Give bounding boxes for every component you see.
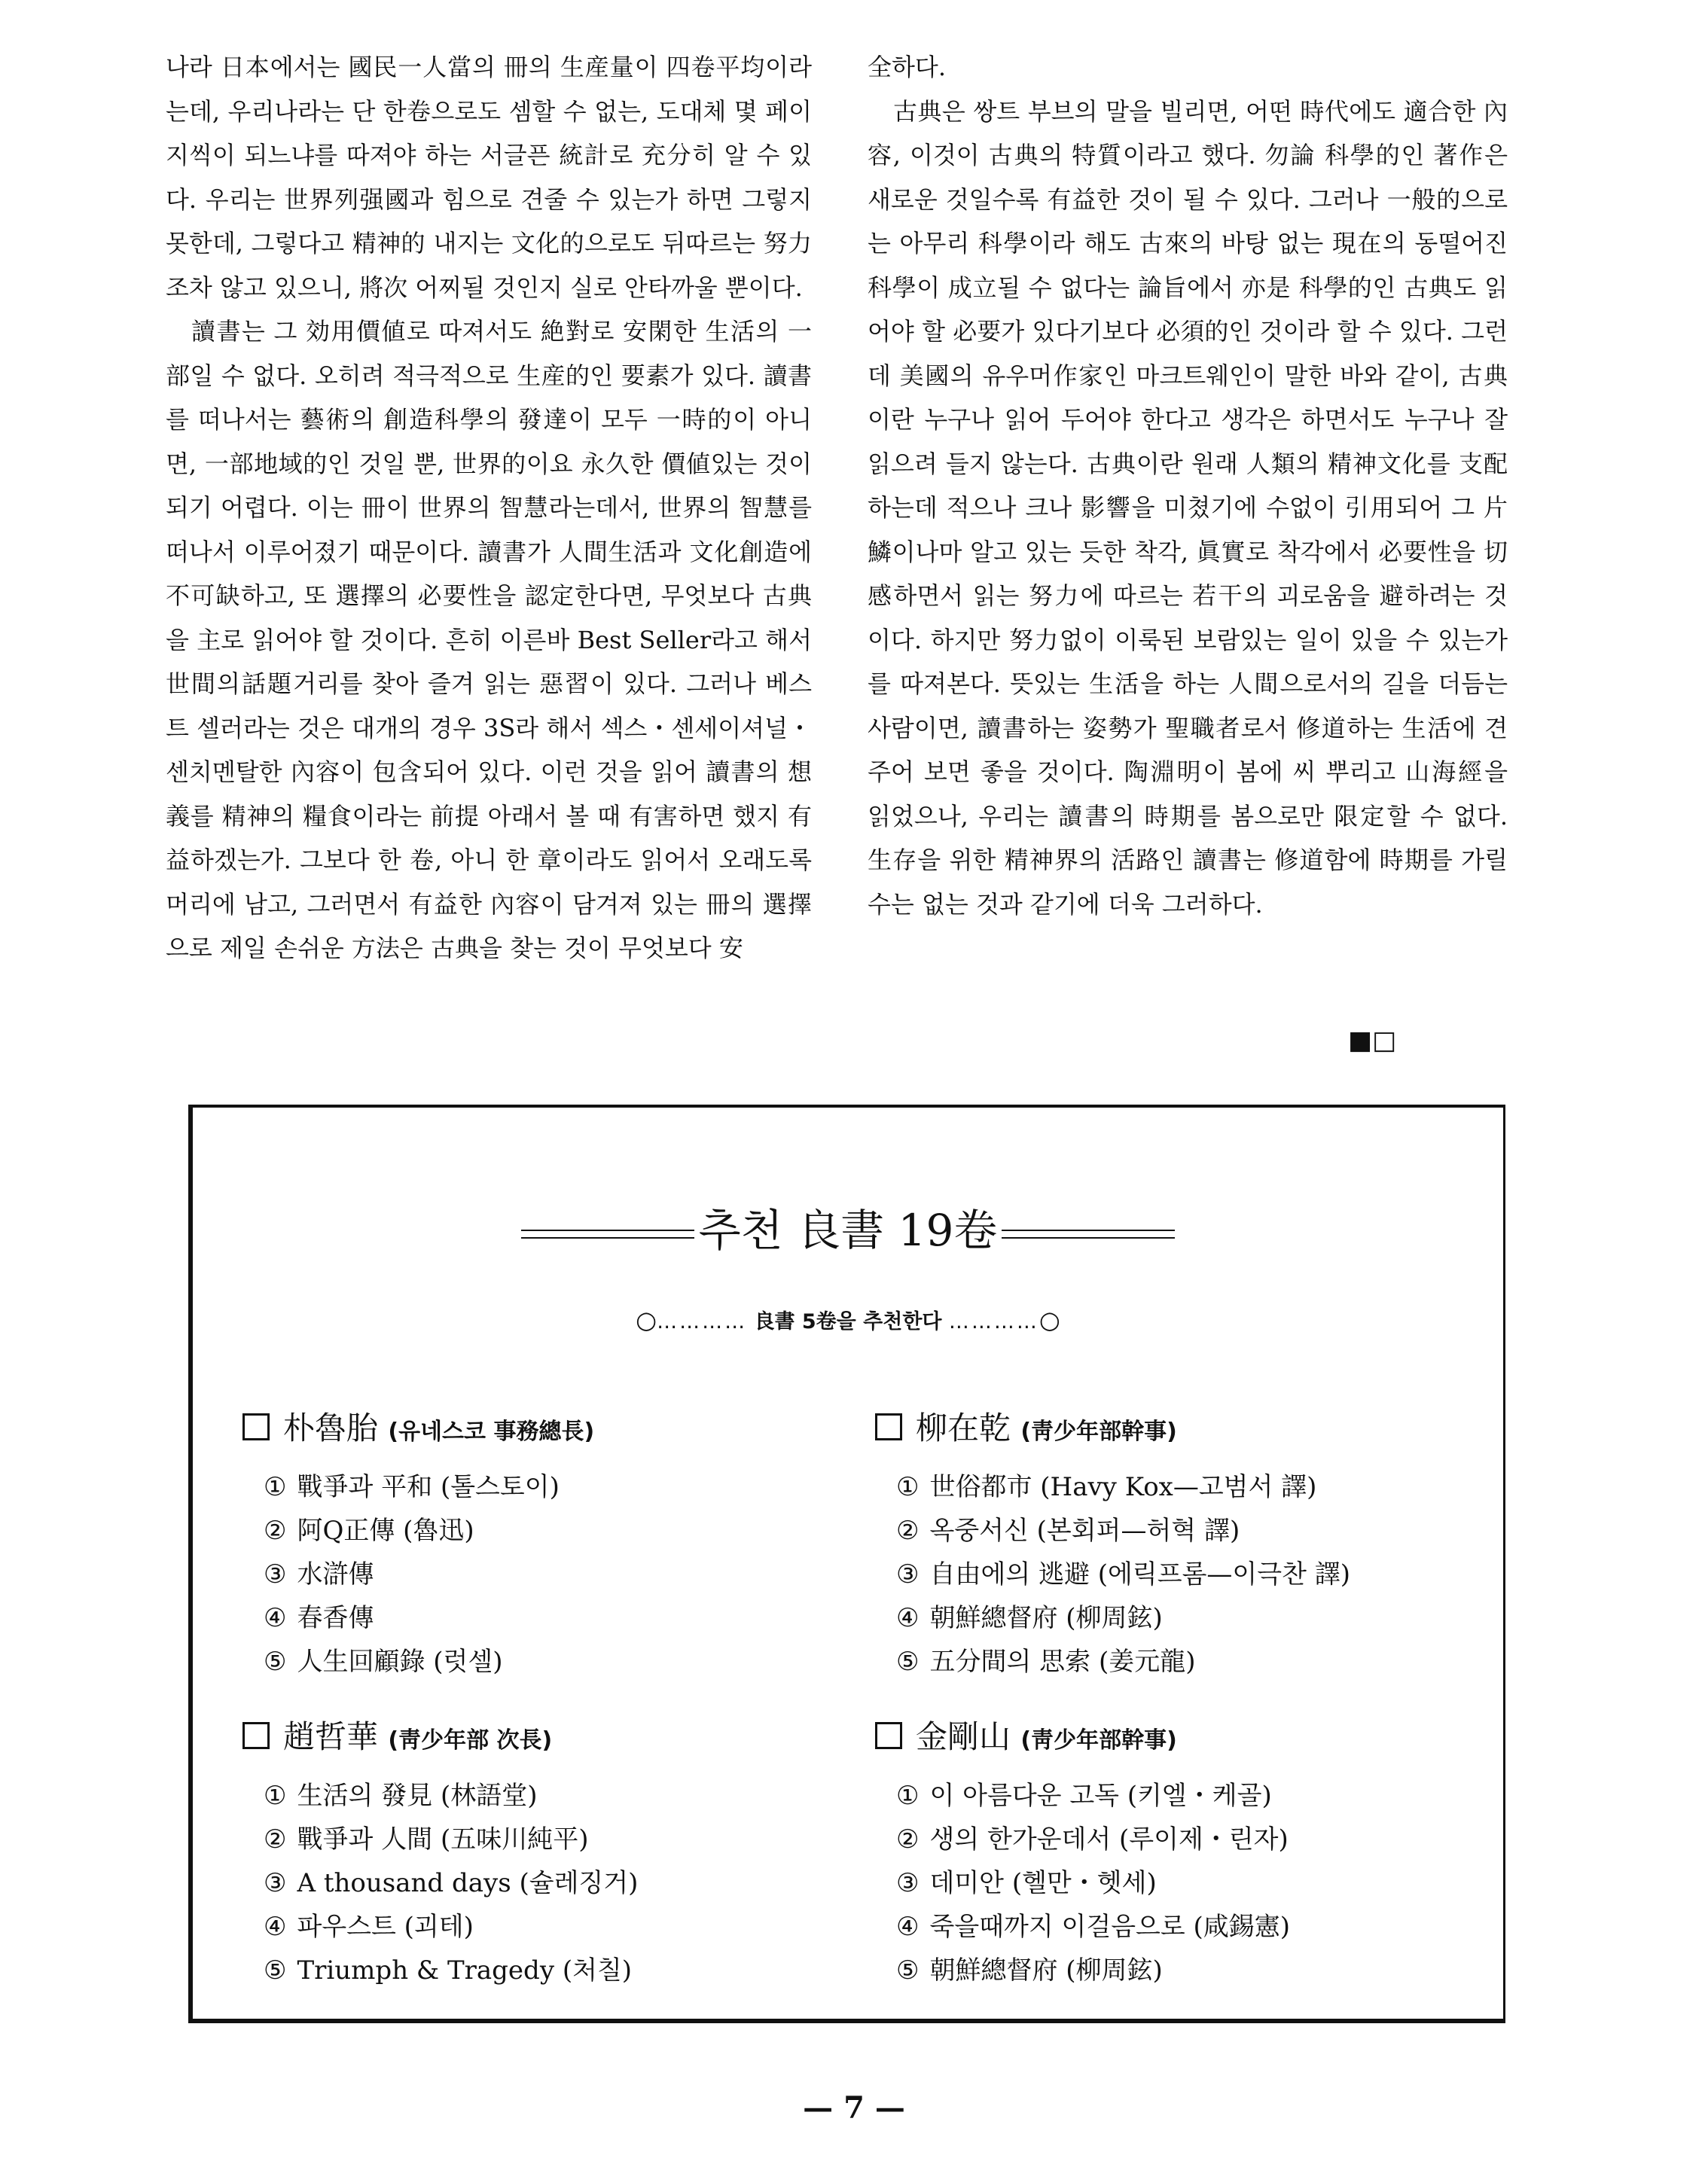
article-paragraph: 讀書는 그 効用價値로 따져서도 絶對로 安閑한 生活의 一部일 수 없다. 오히려 적극적으로 生産的인 要素가 있다. 讀書를 떠나서는 藝術의 創造科學의 發達이 모두 一時的이 아니면, 一部地域的인 것일 뿐, 世界的이요 永久한 價値있는 것이 되기 어렵다. 이는 冊이 世界의 智慧라는데서, 世界의 智慧를 떠나서 이루어졌기 때문이다. 讀書가 人間生活과 文化創造에 不可缺하고, 또 選擇의 必要性을 認定한다면, 무엇보다 古典을 主로 읽어야 할 것이다. 흔히 이른바 Best Seller라고 해서 世間의話題거리를 찾아 즐겨 읽는 惡習이 있다. 그러나 베스트 셀러라는 것은 대개의 경우 3S라 해서 섹스・센세이셔널・센치멘탈한 內容이 包含되어 있다. 이런 것을 읽어 讀書의 想義를 精神의 糧食이라는 前提 아래서 볼 때 有害하면 했지 有益하겠는가. 그보다 한 卷, 아니 한 章이라도 읽어서 오래도록 머리에 남고, 그러면서 有益한 內容이 담겨져 있는 冊의 選擇으로 제일 손쉬운 方法은 古典을 찾는 것이 무엇보다 安 [166, 317, 812, 962]
book-title: 自由에의 逃避 (에릭프롬—이극찬 譯) [929, 1559, 1351, 1590]
book-title: 戰爭과 人間 (五味川純平) [297, 1824, 589, 1855]
item-number: ③ [264, 1559, 287, 1590]
list-item [896, 1774, 1290, 1818]
item-number: ③ [896, 1559, 920, 1590]
circle-mark-right: ○ [1039, 1306, 1060, 1334]
circle-mark-left: ○ [636, 1306, 657, 1334]
title-rule-right [1002, 1230, 1175, 1239]
recommender-group [242, 1407, 594, 1684]
item-number: ② [896, 1824, 920, 1855]
book-title: 阿Q正傳 (魯迅) [297, 1516, 474, 1546]
list-item [896, 1553, 1350, 1596]
list-item [264, 1596, 594, 1640]
recommender-role: (靑少年部幹事) [1020, 1727, 1177, 1754]
list-item [896, 1818, 1290, 1861]
item-number: ① [264, 1781, 287, 1811]
list-item [896, 1861, 1290, 1905]
list-item [896, 1465, 1350, 1509]
recommender-role: (靑少年部 次長) [388, 1727, 553, 1754]
recommender-name: 柳在乾 [916, 1410, 1011, 1446]
list-item [264, 1465, 594, 1509]
list-item [896, 1509, 1350, 1553]
list-item [896, 1596, 1350, 1640]
book-title: 水滸傳 [297, 1559, 374, 1590]
item-number: ① [896, 1472, 920, 1502]
book-title: Triumph & Tragedy (처칠) [297, 1955, 633, 1986]
book-title: 생의 한가운데서 (루이제・린자) [929, 1824, 1289, 1855]
item-number: ② [264, 1516, 287, 1546]
book-title: 五分間의 思索 (姜元龍) [929, 1647, 1196, 1677]
list-item [896, 1640, 1350, 1684]
book-title: 朝鮮總督府 (柳周鉉) [929, 1955, 1163, 1986]
recommendation-box [188, 1105, 1505, 2023]
book-title: 戰爭과 平和 (톨스토이) [297, 1472, 560, 1502]
list-item [896, 1905, 1290, 1949]
recommendation-title: 추천 良書 19卷 [698, 1205, 998, 1256]
list-item [264, 1553, 594, 1596]
list-item [264, 1509, 594, 1553]
dot-leader-right: ………… [948, 1310, 1039, 1334]
item-number: ③ [896, 1868, 920, 1898]
book-list [875, 1774, 1290, 1992]
list-item [264, 1861, 638, 1905]
book-title: 이 아름다운 고독 (키엘・케골) [929, 1781, 1272, 1811]
recommender-heading [242, 1407, 594, 1453]
recommender-heading [242, 1716, 638, 1762]
item-number: ④ [896, 1603, 920, 1633]
list-item [264, 1949, 638, 1992]
article-paragraph: 나라 日本에서는 國民一人當의 冊의 生産量이 四卷平均이라는데, 우리나라는 단 한卷으로도 셈할 수 없는, 도대체 몇 페이지씩이 되느냐를 따져야 하는 서글픈 統計로 充分히 알 수 있다. 우리는 世界列强國과 힘으로 견줄 수 있는가 하면 그렇지 못한데, 그렇다고 精神的 내지는 文化的으로도 뒤따르는 努力조차 않고 있으니, 將次 어찌될 것인지 실로 안타까울 뿐이다. [166, 53, 812, 302]
dot-leader-left: ………… [657, 1310, 748, 1334]
page-number: — 7 — [803, 2090, 905, 2126]
list-item [896, 1949, 1290, 1992]
book-title: 春香傳 [297, 1603, 374, 1633]
item-number: ① [264, 1472, 287, 1502]
list-item [264, 1905, 638, 1949]
recommender-role: (靑少年部幹事) [1020, 1419, 1177, 1445]
item-number: ⑤ [896, 1955, 920, 1986]
recommender-group [242, 1716, 638, 1992]
book-title: 世俗都市 (Havy Kox—고범서 譯) [929, 1472, 1317, 1502]
book-title: A thousand days (슐레징거) [297, 1868, 639, 1898]
book-list [242, 1465, 594, 1684]
article-right-column [868, 45, 1508, 926]
book-title: 生活의 發見 (林語堂) [297, 1781, 538, 1811]
item-number: ③ [264, 1868, 287, 1898]
article-paragraph: 全하다. [868, 53, 946, 81]
book-title: 파우스트 (괴테) [297, 1912, 474, 1942]
item-number: ④ [896, 1912, 920, 1942]
item-number: ② [896, 1516, 920, 1546]
subtitle-text: 良書 5卷을 추천한다 [754, 1310, 942, 1334]
book-title: 죽을때까지 이걸음으로 (咸錫憲) [929, 1912, 1291, 1942]
recommender-heading [875, 1716, 1290, 1762]
list-item [264, 1818, 638, 1861]
recommender-group [875, 1407, 1350, 1684]
item-number: ④ [264, 1912, 287, 1942]
list-item [264, 1640, 594, 1684]
item-number: ② [264, 1824, 287, 1855]
item-number: ④ [264, 1603, 287, 1633]
book-list [242, 1774, 638, 1992]
checkbox-icon [875, 1413, 902, 1440]
recommender-heading [875, 1407, 1350, 1453]
recommender-role: (유네스코 事務總長) [388, 1419, 595, 1445]
item-number: ⑤ [264, 1647, 287, 1677]
recommendation-subtitle [193, 1305, 1503, 1334]
checkbox-icon [875, 1722, 902, 1749]
item-number: ⑤ [896, 1647, 920, 1677]
book-title: 옥중서신 (본회퍼—허혁 譯) [929, 1516, 1240, 1546]
book-list [875, 1465, 1350, 1684]
title-rule-left [521, 1230, 694, 1239]
recommender-name: 朴魯胎 [283, 1410, 379, 1446]
article-left-column [166, 45, 812, 971]
recommender-name: 趙哲華 [283, 1718, 379, 1755]
recommendation-title-row [193, 1204, 1503, 1257]
item-number: ⑤ [264, 1955, 287, 1986]
recommender-name: 金剛山 [916, 1718, 1011, 1755]
book-title: 朝鮮總督府 (柳周鉉) [929, 1603, 1163, 1633]
book-title: 데미안 (헬만・헷세) [929, 1868, 1157, 1898]
list-item [264, 1774, 638, 1818]
article-end-mark: ■□ [1348, 1026, 1397, 1056]
item-number: ① [896, 1781, 920, 1811]
checkbox-icon [242, 1722, 270, 1749]
article-paragraph: 古典은 쌍트 부브의 말을 빌리면, 어떤 時代에도 適合한 內容, 이것이 古典의 特質이라고 했다. 勿論 科學的인 著作은 새로운 것일수록 有益한 것이 될 수 있다. 그러나 一般的으로는 아무리 科學이라 해도 古來의 바탕 없는 現在의 동떨어진 科學이 成立될 수 없다는 論旨에서 亦是 科學的인 古典도 읽어야 할 必要가 있다기보다 必須的인 것이라 할 수 있다. 그런데 美國의 유우머作家인 마크트웨인이 말한 바와 같이, 古典이란 누구나 읽어 두어야 한다고 생각은 하면서도 누구나 잘 읽으려 들지 않는다. 古典이란 원래 人類의 精神文化를 支配하는데 적으나 크나 影響을 미쳤기에 수없이 引用되어 그 片鱗이나마 알고 있는 듯한 착각, 眞實로 착각에서 必要性을 切感하면서 읽는 努力에 따르는 若干의 괴로움을 避하려는 것이다. 하지만 努力없이 이룩된 보람있는 일이 있을 수 있는가를 따져본다. 뜻있는 生活을 하는 人間으로서의 길을 더듬는 사람이면, 讀書하는 姿勢가 聖職者로서 修道하는 生活에 견주어 보면 좋을 것이다. 陶淵明이 봄에 씨 뿌리고 山海經을 읽었으나, 우리는 讀書의 時期를 봄으로만 限定할 수 없다. 生存을 위한 精神界의 活路인 讀書는 修道함에 時期를 가릴 수는 없는 것과 같기에 더욱 그러하다. [868, 96, 1508, 919]
checkbox-icon [242, 1413, 270, 1440]
recommender-group [875, 1716, 1290, 1992]
book-title: 人生回顧錄 (럿셀) [297, 1647, 503, 1677]
